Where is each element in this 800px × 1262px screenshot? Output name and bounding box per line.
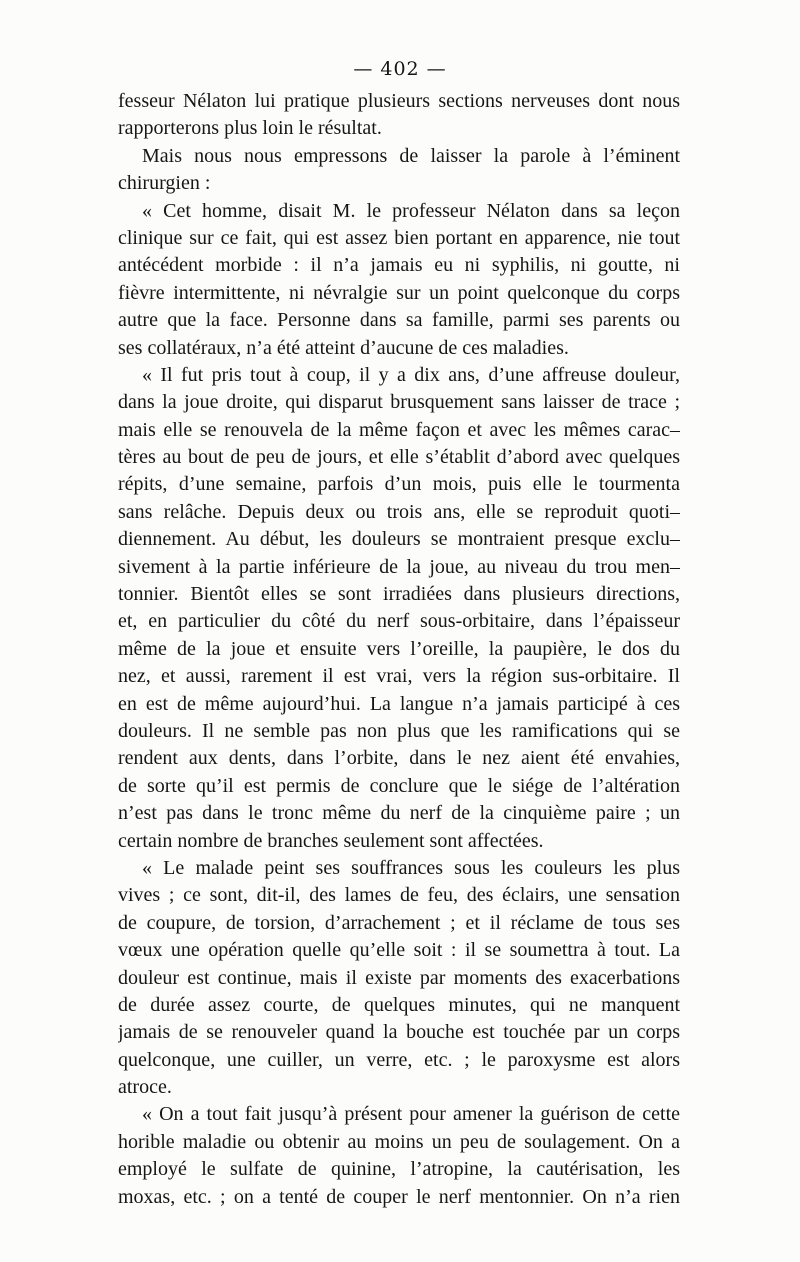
text-line: « Cet homme, disait M. le professeur Nélaton dans sa leçon	[142, 199, 680, 222]
text-line: dans la joue droite, qui disparut brusquement sans laisser de trace ;	[118, 391, 680, 414]
text-line: « Il fut pris tout à coup, il y a dix ans, d’une affreuse douleur,	[142, 363, 680, 386]
text-line: douleur est continue, mais il existe par moments des exacerbations	[118, 966, 680, 989]
text-line: Mais nous nous empressons de laisser la parole à l’éminent	[142, 144, 680, 167]
text-line: rendent aux dents, dans l’orbite, dans le nez aient été envahies,	[118, 747, 680, 770]
text-line: atroce.	[118, 1076, 172, 1099]
text-line: ses collatéraux, n’a été atteint d’aucune de ces maladies.	[118, 336, 569, 359]
text-line: vœux une opération quelle qu’elle soit : il se soumettra à tout. La	[118, 939, 680, 962]
text-line: mais elle se renouvela de la même façon et avec les mêmes carac–	[118, 418, 680, 441]
text-line: employé le sulfate de quinine, l’atropine, la cautérisation, les	[118, 1158, 680, 1181]
text-line: diennement. Au début, les douleurs se montraient presque exclu–	[118, 528, 680, 551]
text-line: même de la joue et ensuite vers l’oreille, la paupière, le dos du	[118, 637, 680, 660]
text-line: tères au bout de peu de jours, et elle s’établit d’abord avec quelques	[118, 446, 680, 469]
text-line: antécédent morbide : il n’a jamais eu ni syphilis, ni goutte, ni	[118, 254, 680, 277]
text-line: et, en particulier du côté du nerf sous-orbitaire, dans l’épaisseur	[118, 610, 680, 633]
page-number: — 402 —	[353, 58, 447, 80]
text-line: certain nombre de branches seulement sont affectées.	[118, 829, 544, 852]
text-line: répits, d’une semaine, parfois d’un mois, puis elle le tourmenta	[118, 473, 680, 496]
text-line: « Le malade peint ses souffrances sous les couleurs les plus	[142, 856, 680, 879]
text-line: sivement à la partie inférieure de la joue, au niveau du trou men–	[118, 555, 680, 578]
text-line: n’est pas dans le tronc même du nerf de la cinquième paire ; un	[118, 802, 680, 825]
text-line: nez, et aussi, rarement il est vrai, vers la région sus-orbitaire. Il	[118, 665, 680, 688]
text-line: de sorte qu’il est permis de conclure que le siége de l’altération	[118, 774, 680, 797]
text-line: chirurgien :	[118, 172, 211, 195]
text-line: fièvre intermittente, ni névralgie sur un point quelconque du corps	[118, 281, 680, 304]
text-line: de durée assez courte, de quelques minutes, qui ne manquent	[118, 993, 680, 1016]
text-line: douleurs. Il ne semble pas non plus que les ramifications qui se	[118, 719, 680, 742]
text-line: jamais de se renouveler quand la bouche est touchée par un corps	[118, 1021, 680, 1044]
text-line: clinique sur ce fait, qui est assez bien portant en apparence, nie tout	[118, 226, 680, 249]
text-line: fesseur Nélaton lui pratique plusieurs sections nerveuses dont nous	[118, 90, 680, 112]
text-line: rapporterons plus loin le résultat.	[118, 117, 382, 140]
body-text	[118, 88, 680, 1211]
text-line: de coupure, de torsion, d’arrachement ; et il réclame de tous ses	[118, 911, 680, 934]
text-line: autre que la face. Personne dans sa famille, parmi ses parents ou	[118, 309, 680, 332]
text-line: quelconque, une cuiller, un verre, etc. ; le paroxysme est alors	[118, 1048, 680, 1071]
text-line: en est de même aujourd’hui. La langue n’a jamais participé à ces	[118, 692, 680, 715]
text-line: horible maladie ou obtenir au moins un peu de soulagement. On a	[118, 1130, 680, 1153]
text-line: vives ; ce sont, dit-il, des lames de feu, des éclairs, une sensation	[118, 884, 680, 907]
text-line: moxas, etc. ; on a tenté de couper le nerf mentonnier. On n’a rien	[118, 1185, 680, 1208]
text-line: tonnier. Bientôt elles se sont irradiées dans plusieurs directions,	[118, 583, 680, 606]
text-line: « On a tout fait jusqu’à présent pour amener la guérison de cette	[142, 1103, 680, 1126]
text-line: sans relâche. Depuis deux ou trois ans, elle se reproduit quoti–	[118, 500, 680, 523]
